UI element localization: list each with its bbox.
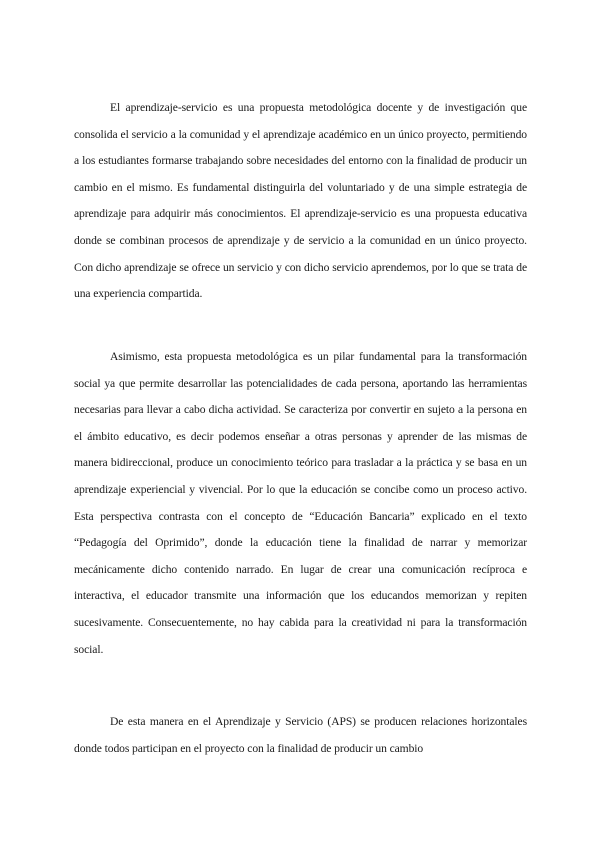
paragraph-1: El aprendizaje-servicio es una propuesta metodológica docente y de investigación que consolida el servicio a la comunidad y el aprendizaje académico en un único proyecto, permitiendo a los estudiantes formarse trabajando sobre necesidades del entorno con la finalidad de producir un cambio en el mismo. Es fundamental distinguirla del voluntariado y de una simple estrategia de aprendizaje para adquirir más conocimientos. El aprendizaje-servicio es una propuesta educativa donde se combinan procesos de aprendizaje y de servicio a la comunidad en un único proyecto. Con dicho aprendizaje se ofrece un servicio y con dicho servicio aprendemos, por lo que se trata de una experiencia compartida.	[74, 101, 527, 301]
paragraph-2: Asimismo, esta propuesta metodológica es un pilar fundamental para la transformación social ya que permite desarrollar las potencialidades de cada persona, aportando las herramientas necesarias para llevar a cabo dicha actividad. Se caracteriza por convertir en sujeto a la persona en el ámbito educativo, es decir podemos enseñar a otras personas y aprender de las mismas de manera bidireccional, produce un conocimiento teórico para trasladar a la práctica y se basa en un aprendizaje experiencial y vivencial. Por lo que la educación se concibe como un proceso activo. Esta perspectiva contrasta con el concepto de “Educación Bancaria” explicado en el texto “Pedagogía del Oprimido”, donde la educación tiene la finalidad de narrar y memorizar mecánicamente dicho contenido narrado. En lugar de crear una comunicación recíproca e interactiva, el educador transmite una información que los educandos memorizan y repiten sucesivamente. Consecuentemente, no hay cabida para la creatividad ni para la transformación social.	[74, 350, 527, 656]
paragraph-3: De esta manera en el Aprendizaje y Servicio (APS) se producen relaciones horizontales donde todos participan en el proyecto con la finalidad de producir un cambio	[74, 715, 527, 755]
